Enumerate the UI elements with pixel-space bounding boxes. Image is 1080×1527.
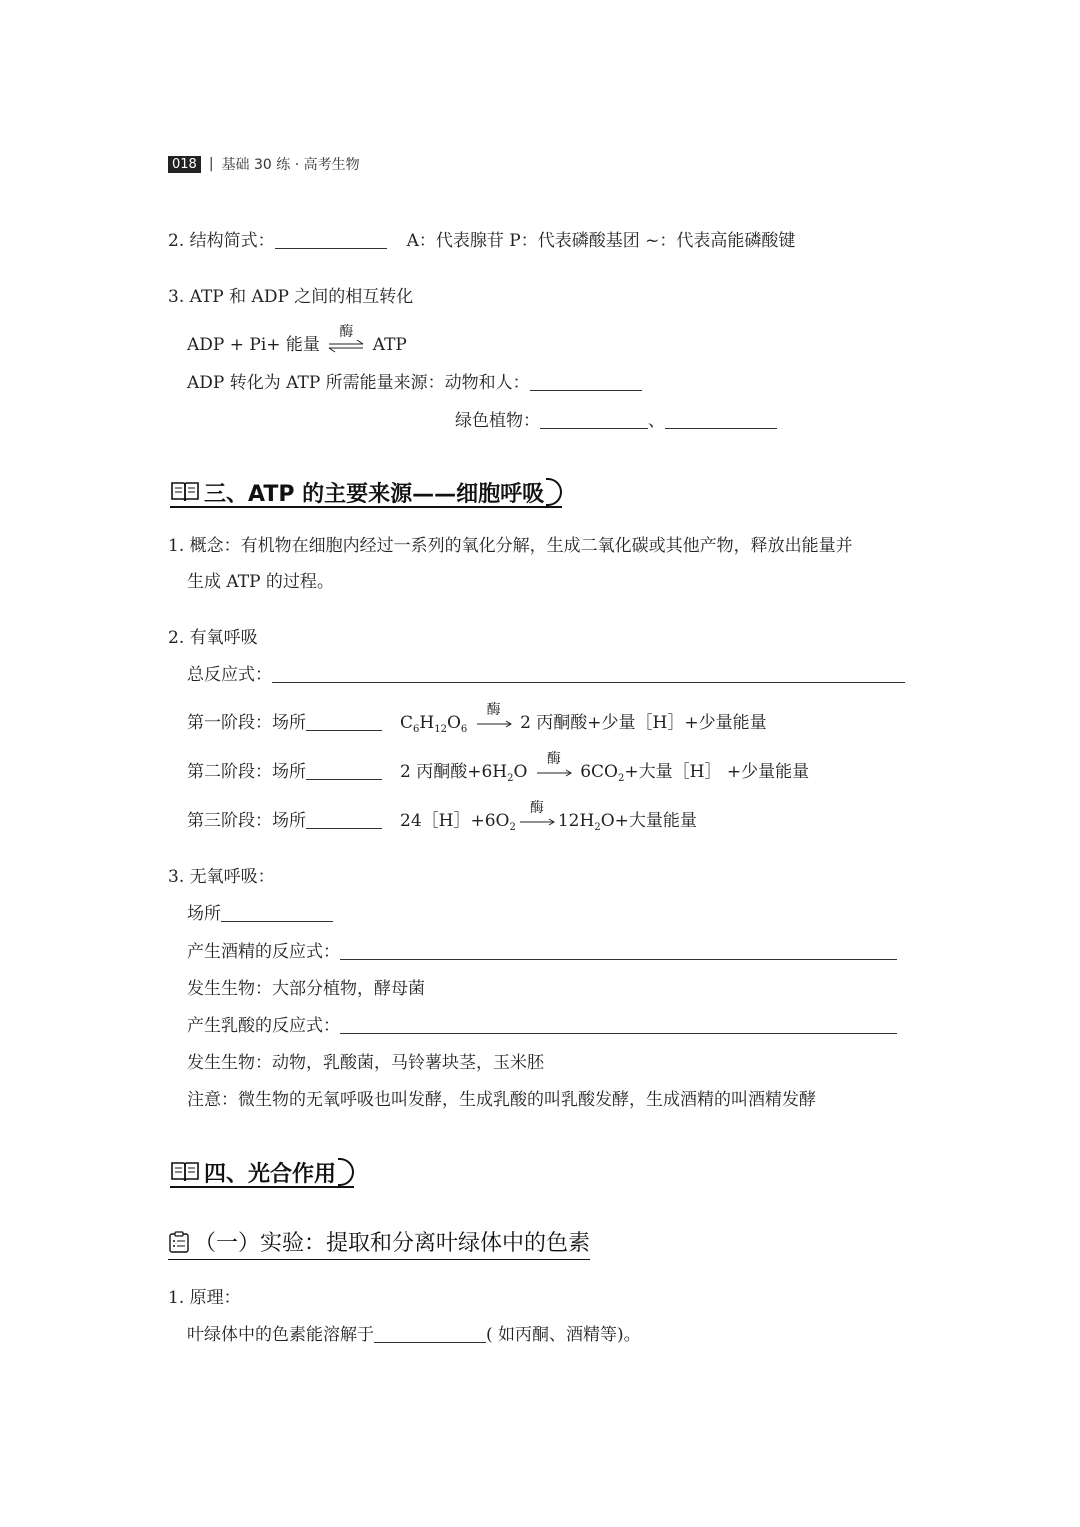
total-reaction: 总反应式： [187,664,905,686]
aerobic-title: 2. 有氧呼吸 [168,628,258,648]
header-separator: | [208,156,214,172]
lactic-organisms: 发生生物：动物，乳酸菌，马铃薯块茎，玉米胚 [187,1053,544,1073]
subsection-header [168,1226,590,1260]
section-header-respiration [170,478,562,508]
anaerobic-place: 场所 [187,903,333,925]
section-title: 三、ATP 的主要来源——细胞呼吸 [204,481,545,507]
book-title: 基础 30 练 · 高考生物 [221,157,360,173]
anaerobic-place-blank [221,903,333,922]
alcohol-reaction-blank [340,941,897,960]
lactic-reaction-blank [340,1015,897,1034]
clipboard-icon [168,1230,190,1254]
animals-blank [530,372,642,391]
alcohol-reaction: 产生酒精的反应式： [187,941,897,963]
energy-source-plants: 绿色植物： 、 [455,410,777,432]
arrow-icon: 酶 [475,713,513,735]
book-icon [170,1160,200,1184]
anaerobic-title: 3. 无氧呼吸： [168,867,275,887]
lactic-reaction: 产生乳酸的反应式： [187,1015,897,1037]
alcohol-organisms: 发生生物：大部分植物，酵母菌 [187,979,425,999]
subsection-title: （一）实验：提取和分离叶绿体中的色素 [194,1231,591,1256]
section-title: 四、光合作用 [204,1161,337,1187]
concept-line-2: 生成 ATP 的过程。 [187,572,334,592]
stage-3-blank [306,810,382,829]
section-header-photosynthesis [170,1158,354,1188]
plants-blank-2 [665,410,777,429]
structure-blank [275,230,387,249]
reversible-arrow-icon: 酶 [327,335,365,357]
stage-2: 第二阶段：场所 2 丙酮酸$+6H_2O$ 酶 $6CO_2+$大量［H］ +少量能量 [187,750,810,784]
fermentation-note: 注意：微生物的无氧呼吸也叫发酵，生成乳酸的叫乳酸发酵，生成酒精的叫酒精发酵 [187,1090,816,1110]
plants-blank-1 [540,410,648,429]
solvent-blank [374,1324,486,1343]
atp-equation: ADP + Pi+ 能量 酶 ATP [187,323,407,355]
stage-1: 第一阶段：场所 $C_6H_{12}O_6$ 酶 2 丙酮酸+少量［H］+少量能量 [187,701,767,735]
concept-line-1: 1. 概念：有机物在细胞内经过一系列的氧化分解，生成二氧化碳或其他产物，释放出能量并 [168,536,853,556]
page-number: 018 [168,156,201,173]
arrow-icon: 酶 [518,811,556,833]
page-header [168,154,360,174]
principle-title: 1. 原理： [168,1288,241,1308]
book-icon [170,480,200,504]
stage-3: 第三阶段：场所 $24[H]+6O_2$ 酶 $12H_2O+$大量能量 [187,799,697,833]
structure-line: 2. 结构简式： A：代表腺苷 P：代表磷酸基团 ~：代表高能磷酸键 [168,231,796,251]
conversion-title: 3. ATP 和 ADP 之间的相互转化 [168,287,414,307]
stage-2-blank [306,761,382,780]
energy-source-animals: ADP 转化为 ATP 所需能量来源：动物和人： [187,372,642,394]
principle-line: 叶绿体中的色素能溶解于 ( 如丙酮、酒精等)。 [187,1325,641,1345]
total-reaction-blank [272,664,905,683]
stage-1-blank [306,712,382,731]
arrow-icon: 酶 [535,762,573,784]
